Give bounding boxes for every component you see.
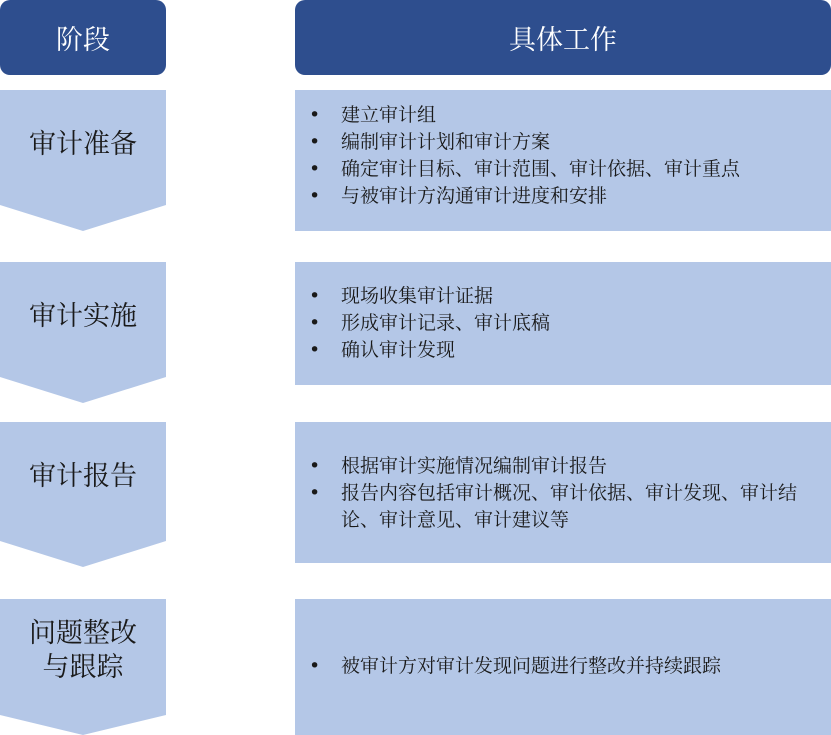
work-panel-implementation	[295, 262, 831, 385]
stage-column-header	[0, 0, 166, 75]
list-item	[295, 183, 831, 210]
work-panel-rectification	[295, 599, 831, 735]
bullet-icon: •	[309, 185, 321, 207]
list-item-text: 与被审计方沟通审计进度和安排	[341, 185, 608, 207]
work-list	[295, 453, 831, 534]
work-header-label: 具体工作	[509, 25, 617, 56]
bullet-icon: •	[309, 339, 321, 361]
list-item-text: 被审计方对审计发现问题进行整改并持续跟踪	[341, 655, 722, 677]
list-item	[295, 653, 831, 680]
list-item-text: 建立审计组	[341, 104, 437, 126]
work-panel-report	[295, 422, 831, 563]
bullet-icon: •	[309, 482, 321, 504]
work-list	[295, 283, 831, 364]
list-item-text: 确认审计发现	[341, 339, 456, 361]
bullet-icon: •	[309, 285, 321, 307]
bullet-icon: •	[309, 312, 321, 334]
work-panel-preparation	[295, 90, 831, 231]
list-item	[295, 129, 831, 156]
stage-arrow-implementation	[0, 262, 166, 403]
bullet-icon: •	[309, 158, 321, 180]
list-item-text: 编制审计计划和审计方案	[341, 131, 551, 153]
stage-label: 审计实施	[29, 301, 137, 332]
list-item	[295, 480, 831, 534]
bullet-icon: •	[309, 104, 321, 126]
stage-arrow-rectification	[0, 599, 166, 735]
list-item-text: 根据审计实施情况编制审计报告	[341, 455, 608, 477]
bullet-icon: •	[309, 131, 321, 153]
work-list	[295, 102, 831, 210]
work-list	[295, 653, 831, 680]
bullet-icon: •	[309, 655, 321, 677]
list-item	[295, 102, 831, 129]
list-item-text: 形成审计记录、审计底稿	[341, 312, 551, 334]
stage-label: 审计准备	[29, 129, 137, 160]
list-item-text: 确定审计目标、审计范围、审计依据、审计重点	[341, 158, 741, 180]
stage-arrow-preparation	[0, 90, 166, 231]
list-item	[295, 156, 831, 183]
chevron-down-shape	[0, 422, 166, 567]
bullet-icon: •	[309, 455, 321, 477]
stage-label: 审计报告	[29, 461, 137, 492]
work-column-header	[295, 0, 831, 75]
list-item	[295, 453, 831, 480]
list-item	[295, 337, 831, 364]
list-item	[295, 310, 831, 337]
list-item	[295, 283, 831, 310]
stage-label: 问题整改 与跟踪	[29, 618, 137, 683]
list-item-text: 现场收集审计证据	[341, 285, 494, 307]
list-item-text: 报告内容包括审计概况、审计依据、审计发现、审计结论、审计意见、审计建议等	[341, 482, 798, 531]
stage-header-label: 阶段	[56, 25, 110, 56]
stage-arrow-report	[0, 422, 166, 567]
